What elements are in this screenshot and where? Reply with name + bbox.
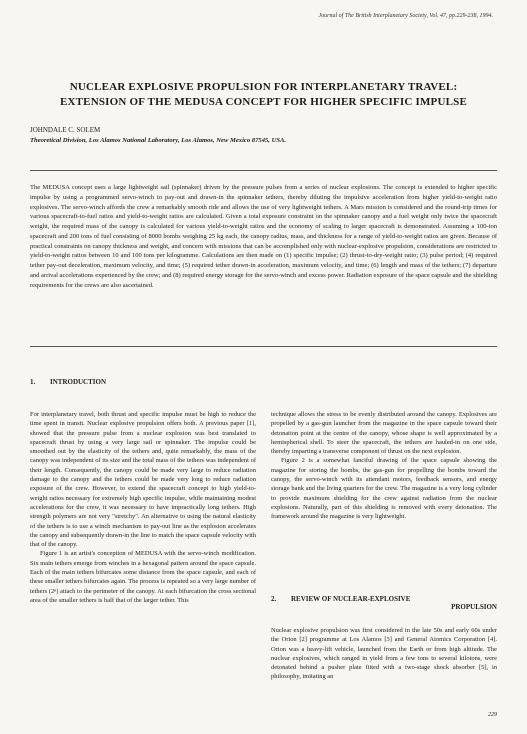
section-1-title: INTRODUCTION xyxy=(50,378,107,386)
intro-paragraph-1: For interplanetary travel, both thrust and specific impulse must be high to reduce the time spent in transit. Nuclear explosive propulsion offers both. A previous paper [1], showed that the pressure pulse from a nuclear explosion was best translated to spacecraft thrust by using a very large sail or spinnaker. The impulse could be smoothed out by the elasticity of the tethers and, quite remarkably, the mass of the canopy was independent of its size and the total mass of the tethers was independent of their length. Consequently, the canopy could be made very large to reduce radiation damage to the canopy and the tethers could be made very long to reduce radiation exposure of the crew. However, to extend the spacecraft concept to high yield-to-weight ratios necessary for extremely high specific impulse, while maintaining modest accelerations for the crew, it was necessary to have impractically long tethers. High strength polymers are not very "stretchy". An alternative to using the natural elasticity of the tethers is to use a winch mechanism to pay-out line as the explosion accelerates the canopy and subsequently drawn-in the line to match the space capsule velocity with that of the canopy. xyxy=(30,411,256,549)
section-1-heading xyxy=(30,378,106,386)
rule-bottom xyxy=(30,346,497,347)
right-column xyxy=(271,410,497,522)
section-2-body xyxy=(271,626,497,682)
page-number: 229 xyxy=(488,712,497,718)
abstract: The MEDUSA concept uses a large lightweight sail (spinnaker) driven by the pressure pulses from a series of nuclear explosions. The concept is extended to higher specific impulse by using a programmed servo-winch to pay-out and drawn-in the spinnaker tethers, thereby diluting the impulsive acceleration from higher yield-to-weight ratio explosives. The servo-winch affords the crew a remarkably smooth ride and allows the use of very lightweight tethers. A Mars mission is considered and the round-trip times for various spacecraft-to-fuel ratios and yield-to-weight ratios are calculated. Given a total exposure constraint on the spinnaker canopy and a fuel weight only twice the spacecraft weight, the required mass of the canopy is calculated for various yield-to-weight ratios and the economy of scaling to larger spacecraft is demonstrated. Assuming a 100-ton spacecraft and 200 tons of fuel consisting of 8000 bombs weighing 25 kg each, the canopy radius, mass, and thickness for a range of yield-to-weight ratios are given. Because of practical constraints on canopy thickness and weight, and concern with missions that can be accomplished only with nuclear-explosive propulsion, considerations are restricted to yield-to-weight ratios between 10 and 100 tons per kilogramme. Calculations are then made on (1) specific impulse; (2) thrust-to-dry-weight ratio; (3) pulse period; (4) required tether pay-out deceleration, maximum velocity, and time; (5) required tether drawn-in acceleration, maximum velocity, and time; (6) length and mass of the tethers; (7) departure and arrival accelerations experienced by the crew; and (8) required energy storage for the servo-winch and excess power. Radiation exposure of the space capsule and the shielding requirements for the crews are also ascertained. xyxy=(30,184,497,289)
intro-paragraph-2: Figure 1 is an artist's conception of MEDUSA with the servo-winch modification. Six main tethers emerge from winches in a hexagonal pattern around the space capsule. Each of the main tethers bifurcates some distance from the space capsule, and each of these smaller tethers bifurcates again. The process is repeated so a very large number of tethers (2ⁿ) attach to the perimeter of the canopy. At each bifurcation the cross sectional area of the smaller tethers is half that of the larger tether. This xyxy=(30,550,256,604)
rule-top xyxy=(30,170,497,171)
intro-paragraph-3: technique allows the stress to be evenly distributed around the canopy. Explosives are propelled by a gas-gun launcher from the magazine in the space capsule toward their detonation point at the centre of the canopy, whose shape is well approximated by a hemispherical shell. To steer the spacecraft, the tethers are hauled-in on one side, thereby imparting a transverse component of thrust on the next explosion. xyxy=(271,411,497,456)
section-2-title-line-1: REVIEW OF NUCLEAR-EXPLOSIVE xyxy=(291,595,411,603)
intro-paragraph-4: Figure 2 is a somewhat fanciful drawing of the space capsule showing the magazine for storing the bombs, the gas-gun for propelling the bombs toward the canopy, the servo-winch with its attendant motors, feedback sensors, and energy storage bank and the living quarters for the crew. The magazine is a very long cylinder to provide maximum shielding for the crew against radiation from the nuclear explosions. Naturally, part of this shielding is removed with every detonation. The framework around the magazine is very lightweight. xyxy=(271,457,497,521)
section-1-number: 1. xyxy=(30,378,36,386)
author-affiliation: Theoretical Division, Los Alamos National Laboratory, Los Alamos, New Mexico 87545, USA. xyxy=(30,137,287,144)
section-2-paragraph: Nuclear explosive propulsion was first considered in the late 50s and early 60s under the Orion [2] programme at Los Alamos [3] and General Atomics Corporation [4]. Orion was a heavy-lift vehicle, launched from the Earth or from high altitude. The nuclear explosives, which ranged in yield from a few tons to several kilotons, were detonated behind a pusher plate fitted with a two-stage shock absorber [5], in philosophy, imitating an xyxy=(271,627,497,681)
section-2-title-line-2: PROPULSION xyxy=(451,603,497,611)
title-line-1: NUCLEAR EXPLOSIVE PROPULSION FOR INTERPLANETARY TRAVEL: xyxy=(69,81,458,93)
journal-citation: Journal of The British Interplanetary Society, Vol. 47, pp.229-238, 1994. xyxy=(318,13,493,19)
section-2-number: 2. xyxy=(271,595,277,603)
left-column xyxy=(30,410,256,605)
title-line-2: EXTENSION OF THE MEDUSA CONCEPT FOR HIGHER SPECIFIC IMPULSE xyxy=(59,96,468,108)
paper-title xyxy=(30,80,497,110)
section-2-heading xyxy=(271,595,497,611)
author-name: JOHNDALE C. SOLEM xyxy=(30,126,101,134)
